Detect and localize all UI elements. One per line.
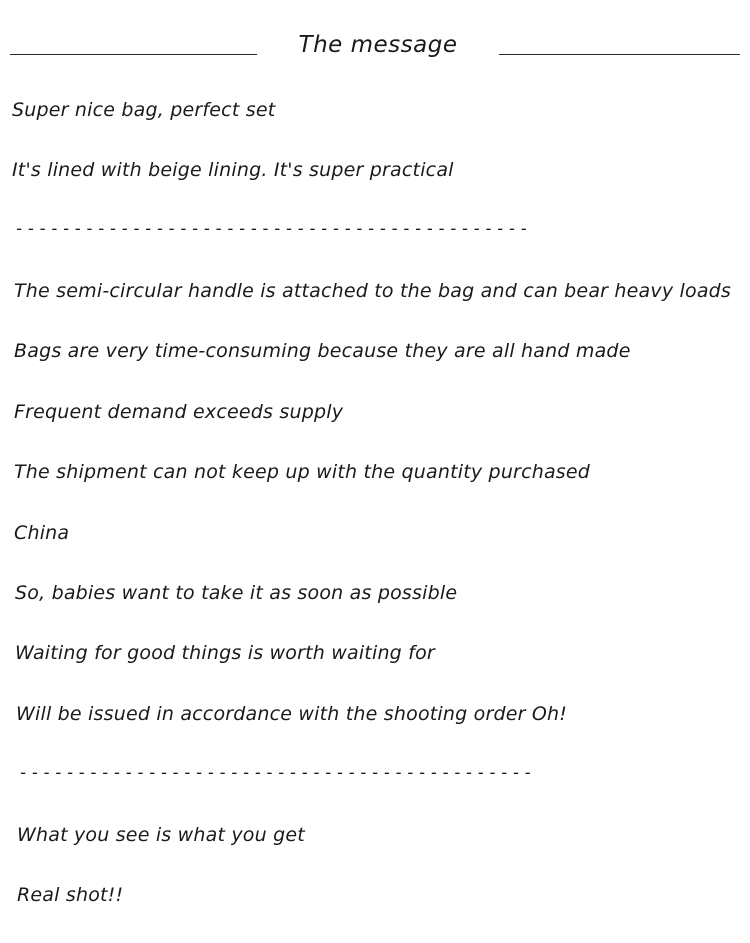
message-line: What you see is what you get	[17, 824, 305, 846]
header-right-rule	[499, 54, 740, 55]
message-line: Waiting for good things is worth waiting for	[15, 642, 435, 664]
message-line: So, babies want to take it as soon as possible	[15, 582, 458, 604]
message-line: It's lined with beige lining. It's super practical	[12, 159, 454, 181]
message-line: Bags are very time-consuming because they are all hand made	[14, 340, 631, 362]
message-line: Real shot!!	[17, 884, 124, 906]
message-line: Will be issued in accordance with the shooting order Oh!	[16, 703, 568, 725]
message-header	[0, 28, 750, 72]
page-title: The message	[298, 32, 458, 58]
message-line: The shipment can not keep up with the quantity purchased	[14, 461, 591, 483]
dashed-divider: --------------------------------------------	[18, 763, 535, 783]
message-line: Frequent demand exceeds supply	[14, 401, 344, 423]
message-line: Super nice bag, perfect set	[12, 99, 276, 121]
header-left-rule	[10, 54, 257, 55]
dashed-divider: --------------------------------------------	[14, 219, 531, 239]
message-line: China	[14, 522, 70, 544]
message-line: The semi-circular handle is attached to the bag and can bear heavy loads	[14, 280, 732, 302]
